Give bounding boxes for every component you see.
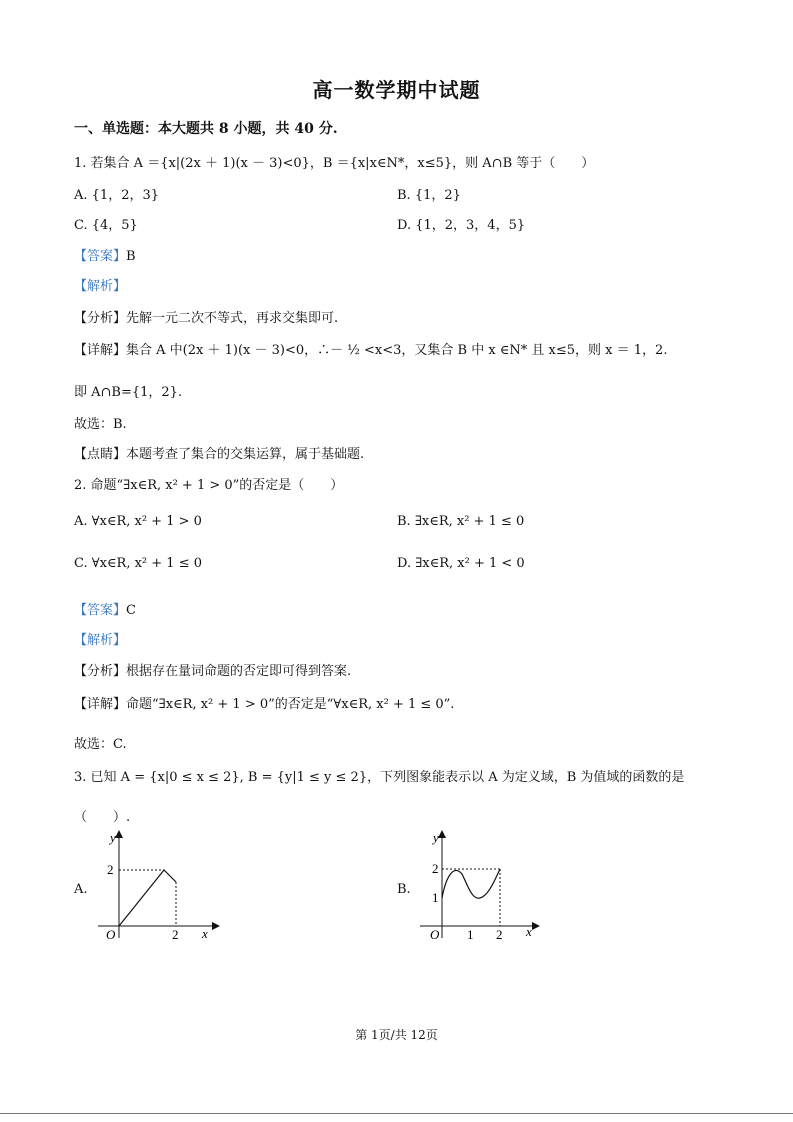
q3-paren: （ ）. — [74, 810, 131, 825]
q1-option-d: D. {1，2，3，4，5} — [397, 218, 526, 233]
q2-answer-tag: 【答案】 — [74, 603, 127, 618]
graph-b-x-tick-2: 2 — [496, 927, 503, 942]
graph-b-y-label: y — [433, 830, 439, 845]
q1-option-a: A. {1，2，3} — [74, 188, 160, 203]
graph-b-origin: O — [430, 927, 440, 942]
q3-graph-a-label: A. — [74, 882, 88, 897]
graph-b-x-arrow — [532, 922, 540, 930]
graph-b-curve — [442, 869, 500, 898]
graph-a-curve — [119, 870, 176, 926]
q1-result: 即 A∩B={1，2}. — [74, 385, 183, 400]
q1-dianjing-tag: 【点睛】 — [74, 447, 127, 462]
graph-a-x-label: x — [202, 926, 208, 941]
q2-fenxi: 根据存在量词命题的否定即可得到答案. — [126, 664, 352, 679]
q1-dianjing-line — [74, 443, 364, 462]
graph-b-x-tick-1: 1 — [467, 927, 474, 942]
q1-xiangjie: 集合 A 中(2x ＋ 1)(x － 3)<0，∴－ ½ <x<3，又集合 B 中 x ∈N* 且 x≤5，则 x ＝ 1，2. — [126, 343, 668, 358]
graph-a-y-label: y — [110, 830, 116, 845]
graph-a-y-arrow — [115, 830, 123, 838]
q2-xiangjie: 命题“∃x∈R, x² + 1 > 0”的否定是“∀x∈R, x² + 1 ≤ 0”. — [126, 697, 455, 712]
page-footer: 第 1页/共 12页 — [355, 1028, 438, 1042]
q2-answer-line — [74, 599, 136, 618]
q2-answer: C — [126, 603, 136, 618]
q2-option-c: C. ∀x∈R, x² + 1 ≤ 0 — [74, 556, 203, 571]
q1-stem: 1. 若集合 A ＝{x|(2x ＋ 1)(x － 3)<0}，B ＝{x|x∈N*，x≤5}，则 A∩B 等于（ ） — [74, 156, 595, 171]
q2-option-a: A. ∀x∈R, x² + 1 > 0 — [74, 514, 202, 529]
q3-graph-b-label: B. — [397, 882, 411, 897]
q1-xiangjie-line — [74, 339, 667, 358]
q1-fenxi-tag: 【分析】 — [74, 311, 127, 326]
graph-b-y-tick-2: 2 — [432, 861, 439, 876]
graph-b-x-label: x — [526, 924, 532, 939]
q1-answer: B — [126, 249, 136, 264]
graph-b-y-arrow — [438, 830, 446, 838]
q2-stem: 2. 命题“∃x∈R, x² + 1 > 0”的否定是（ ） — [74, 478, 344, 493]
q1-dianjing: 本题考查了集合的交集运算，属于基础题. — [126, 447, 365, 462]
q2-analysis-tag: 【解析】 — [74, 633, 127, 648]
graph-a-x-tick: 2 — [172, 927, 179, 942]
q2-choose: 故选：C. — [74, 737, 127, 752]
q1-option-c: C. {4，5} — [74, 218, 138, 233]
q1-fenxi: 先解一元二次不等式，再求交集即可. — [126, 311, 339, 326]
q1-analysis-tag: 【解析】 — [74, 279, 127, 294]
q1-choose: 故选：B. — [74, 417, 127, 432]
graph-a-x-arrow — [212, 922, 220, 930]
q2-xiangjie-line — [74, 693, 454, 712]
q1-option-b: B. {1，2} — [397, 188, 461, 203]
page-title: 高一数学期中试题 — [312, 78, 481, 102]
graph-a-y-tick: 2 — [107, 862, 114, 877]
q2-fenxi-tag: 【分析】 — [74, 664, 127, 679]
q2-fenxi-line — [74, 660, 351, 679]
q1-answer-tag: 【答案】 — [74, 249, 127, 264]
q2-option-b: B. ∃x∈R, x² + 1 ≤ 0 — [397, 514, 525, 529]
section-heading: 一、单选题：本大题共 8 小题，共 40 分. — [74, 121, 338, 137]
q1-answer-line — [74, 245, 136, 264]
q3-graph-b — [412, 826, 542, 946]
q2-xiangjie-tag: 【详解】 — [74, 697, 127, 712]
bottom-divider — [0, 1113, 793, 1114]
graph-a-origin: O — [106, 927, 116, 942]
q1-xiangjie-tag: 【详解】 — [74, 343, 127, 358]
q3-graph-a — [90, 826, 220, 946]
q3-stem: 3. 已知 A = {x|0 ≤ x ≤ 2}, B = {y|1 ≤ y ≤ 2}，下列图象能表示以 A 为定义域，B 为值域的函数的是 — [74, 770, 685, 785]
q2-option-d: D. ∃x∈R, x² + 1 < 0 — [397, 556, 525, 571]
q1-fenxi-line — [74, 307, 338, 326]
graph-b-y-tick-1: 1 — [432, 890, 439, 905]
